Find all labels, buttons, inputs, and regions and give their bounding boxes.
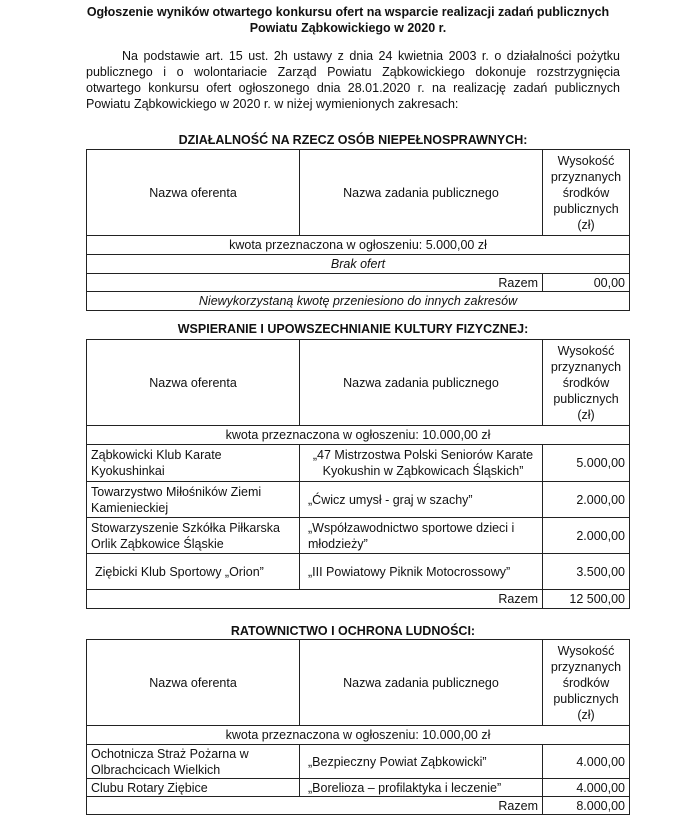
- total-label: Razem: [87, 797, 543, 815]
- header-task: Nazwa zadania publicznego: [300, 340, 543, 426]
- task-name: „Borelioza – profilaktyka i leczenie”: [300, 779, 543, 797]
- amount-value: 3.500,00: [543, 554, 630, 590]
- table-row: [87, 445, 630, 482]
- offeror-name: Towarzystwo Miłośników Ziemi Kamienieckiej: [87, 482, 300, 518]
- table-rescue: [86, 639, 630, 815]
- no-offers: Brak ofert: [87, 255, 630, 274]
- table-physical-culture: [86, 339, 630, 609]
- table-row: [87, 482, 630, 518]
- task-name: „III Powiatowy Piknik Motocrossowy”: [300, 554, 543, 590]
- table-row: [87, 745, 630, 779]
- table-header-row: [87, 640, 630, 726]
- allocated-amount: kwota przeznaczona w ogłoszeniu: 10.000,00 zł: [87, 726, 630, 745]
- total-value: 00,00: [543, 274, 630, 292]
- section-heading-rescue: RATOWNICTWO I OCHRONA LUDNOŚCI:: [230, 624, 476, 638]
- allocated-amount: kwota przeznaczona w ogłoszeniu: 5.000,00 zł: [87, 236, 630, 255]
- total-row: [87, 590, 630, 609]
- task-name: „Ćwicz umysł - graj w szachy”: [300, 482, 543, 518]
- allocated-amount-row: [87, 236, 630, 255]
- allocated-amount-row: [87, 726, 630, 745]
- header-offeror: Nazwa oferenta: [87, 150, 300, 236]
- header-task: Nazwa zadania publicznego: [300, 640, 543, 726]
- header-offeror: Nazwa oferenta: [87, 340, 300, 426]
- table-row: [87, 554, 630, 590]
- total-value: 12 500,00: [543, 590, 630, 609]
- offeror-name: Clubu Rotary Ziębice: [87, 779, 300, 797]
- header-amount: Wysokość przyznanych środków publicznych (zł): [543, 340, 630, 426]
- transfer-note: Niewykorzystaną kwotę przeniesiono do innych zakresów: [87, 292, 630, 311]
- header-offeror: Nazwa oferenta: [87, 640, 300, 726]
- offeror-name: Ziębicki Klub Sportowy „Orion”: [87, 554, 300, 590]
- table-header-row: [87, 150, 630, 236]
- task-name: „Bezpieczny Powiat Ząbkowicki”: [300, 745, 543, 779]
- table-row: [87, 779, 630, 797]
- amount-value: 4.000,00: [543, 779, 630, 797]
- total-label: Razem: [87, 590, 543, 609]
- table-disabled: [86, 149, 630, 311]
- header-amount: Wysokość przyznanych środków publicznych (zł): [543, 640, 630, 726]
- total-value: 8.000,00: [543, 797, 630, 815]
- total-row: [87, 797, 630, 815]
- table-header-row: [87, 340, 630, 426]
- offeror-name: Ząbkowicki Klub Karate Kyokushinkai: [87, 445, 300, 482]
- offeror-name: Ochotnicza Straż Pożarna w Olbrachcicach Wielkich: [87, 745, 300, 779]
- amount-value: 2.000,00: [543, 482, 630, 518]
- intro-paragraph: [86, 48, 620, 112]
- amount-value: 5.000,00: [543, 445, 630, 482]
- header-amount: Wysokość przyznanych środków publicznych (zł): [543, 150, 630, 236]
- task-name: „47 Mistrzostwa Polski Seniorów Karate Kyokushin w Ząbkowicach Śląskich”: [300, 445, 543, 482]
- no-offers-row: [87, 255, 630, 274]
- note-row: [87, 292, 630, 311]
- title-line-1: Ogłoszenie wyników otwartego konkursu ofert na wsparcie realizacji zadań publicznych: [86, 5, 610, 19]
- header-task: Nazwa zadania publicznego: [300, 150, 543, 236]
- document-title: [0, 4, 696, 36]
- allocated-amount-row: [87, 426, 630, 445]
- task-name: „Współzawodnictwo sportowe dzieci i młodzieży”: [300, 518, 543, 554]
- table-row: [87, 518, 630, 554]
- offeror-name: Stowarzyszenie Szkółka Piłkarska Orlik Ząbkowice Śląskie: [87, 518, 300, 554]
- total-label: Razem: [87, 274, 543, 292]
- section-heading-physical-culture: WSPIERANIE I UPOWSZECHNIANIE KULTURY FIZYCZNEJ:: [177, 322, 529, 336]
- section-heading-disabled: DZIAŁALNOŚĆ NA RZECZ OSÓB NIEPEŁNOSPRAWNYCH:: [178, 133, 528, 147]
- total-row: [87, 274, 630, 292]
- amount-value: 4.000,00: [543, 745, 630, 779]
- title-line-2: Powiatu Ząbkowickiego w 2020 r.: [249, 21, 447, 35]
- allocated-amount: kwota przeznaczona w ogłoszeniu: 10.000,00 zł: [87, 426, 630, 445]
- intro-text: Na podstawie art. 15 ust. 2h ustawy z dnia 24 kwietnia 2003 r. o działalności pożytku publicznego i o wolontariacie Zarząd Powiatu Ząbkowickiego dokonuje rozstrzygnięcia otwartego konkursu ofert ogłoszonego dnia 28.01.2020 r. na realizację zadań publicznych Powiatu Ząbkowickiego w 2020 r. w niżej wymienionych zakresach:: [86, 49, 620, 111]
- amount-value: 2.000,00: [543, 518, 630, 554]
